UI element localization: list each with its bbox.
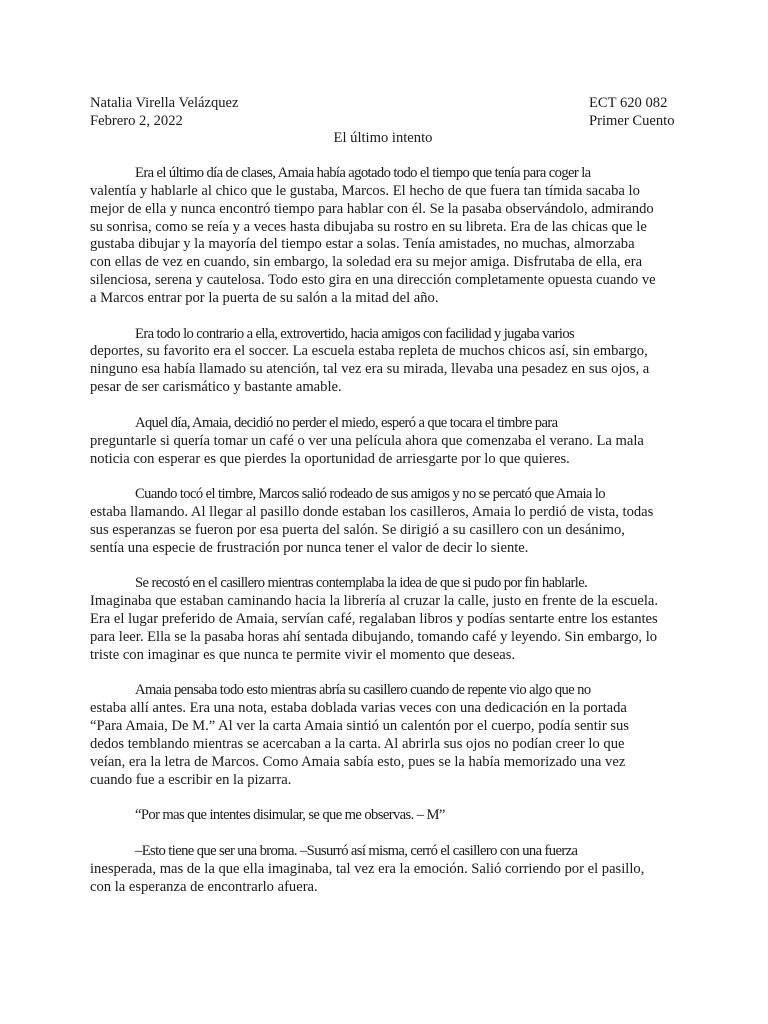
header-row-1 [90,94,676,112]
paragraph [90,575,677,664]
text-line: noticia con esperar es que pierdes la oportunidad de arriesgarte por lo que quieres. [90,450,570,467]
text-line: Se recostó en el casillero mientras contemplaba la idea de que si pudo por fin hablarle. [135,575,588,592]
text-line: valentía y hablarle al chico que le gustaba, Marcos. El hecho de que fuera tan tímida sacaba lo [90,182,640,199]
text-line: cuando fue a escribir en la pizarra. [90,771,292,788]
text-line: “Para Amaia, De M.” Al ver la carta Amaia sintió un calentón por el cuerpo, podía sentir sus [90,718,629,735]
paragraph [90,415,677,469]
text-line: “Por mas que intentes disimular, se que me observas. – M” [135,807,445,824]
text-line: dedos temblando mientras se acercaban a la carta. Al abrirla sus ojos no podían creer lo que [90,736,625,752]
text-line: a Marcos entrar por la puerta de su salón a la mitad del año. [90,289,439,306]
story-body [90,165,677,914]
text-line: su sonrisa, como se reía y a veces hasta dibujaba su rostro en su libreta. Era de las chicas que le [90,218,647,235]
text-line: pesar de ser carismático y bastante amable. [90,379,342,396]
author-name: Natalia Virella Velázquez [90,95,239,111]
text-line: gustaba dibujar y la mayoría del tiempo estar a solas. Tenía amistades, no muchas, almorzaba [90,236,635,253]
text-line: Era el lugar preferido de Amaia, servían café, regalaban libros y podías sentarte entre los estantes [90,611,658,628]
text-line: triste con imaginar es que nunca te permite vivir el momento que deseas. [90,646,516,663]
paragraph [90,326,677,397]
course-code: ECT 620 082 [589,95,668,111]
paragraph [90,165,677,308]
text-line: con la esperanza de encontrarlo afuera. [90,878,318,895]
paragraph [90,486,677,557]
header-row-2 [90,112,676,130]
text-line: silenciosa, serena y cautelosa. Todo esto gira en una dirección completamente opuesta cuando ve [90,272,656,289]
text-line: deportes, su favorito era el soccer. La escuela estaba repleta de muchos chicos así, sin embargo, [90,343,648,360]
text-line: Era el último día de clases, Amaia había agotado todo el tiempo que tenía para coger la [135,165,591,181]
story-title: El último intento [333,130,433,146]
text-line: mejor de ella y nunca encontró tiempo para hablar con él. Se la pasaba observándolo, admirando [90,200,654,217]
text-line: veían, era la letra de Marcos. Como Amaia sabía esto, pues se la había memorizado una vez [90,753,626,770]
text-line: estaba llamando. Al llegar al pasillo donde estaban los casilleros, Amaia lo perdió de vista, todas [90,504,654,521]
paragraph-quote [90,807,677,825]
text-line: ninguno esa había llamado su atención, tal vez era su mirada, llevaba una pesadez en sus ojos, a [90,361,650,378]
assignment-name: Primer Cuento [589,113,675,129]
text-line: estaba allí antes. Era una nota, estaba doblada varias veces con una dedicación en la portada [90,700,627,717]
text-line: Era todo lo contrario a ella, extrovertido, hacia amigos con facilidad y jugaba varios [135,325,575,342]
text-line: preguntarle si quería tomar un café o ver una película ahora que comenzaba el verano. La mala [90,432,644,449]
text-line: –Esto tiene que ser una broma. –Susurró así misma, cerró el casillero con una fuerza [135,843,578,860]
document-date: Febrero 2, 2022 [90,113,183,129]
text-line: con ellas de vez en cuando, sin embargo, la soledad era su mejor amiga. Disfrutaba de ella, era [90,254,643,271]
text-line: Cuando tocó el timbre, Marcos salió rodeado de sus amigos y no se percató que Amaia lo [135,486,605,503]
text-line: sus esperanzas se fueron por esa puerta del salón. Se dirigió a su casillero con un desánimo, [90,521,625,538]
paragraph [90,682,677,789]
text-line: para leer. Ella se la pasaba horas ahí sentada dibujando, tomando café y leyendo. Sin embargo, lo [90,628,658,645]
paragraph [90,843,677,897]
text-line: inesperada, mas de la que ella imaginaba, tal vez era la emoción. Salió corriendo por el pasillo, [90,860,645,877]
text-line: Aquel día, Amaia, decidió no perder el miedo, esperó a que tocara el timbre para [135,414,558,431]
text-line: sentía una especie de frustración por nunca tener el valor de decir lo siente. [90,539,529,556]
text-line: Amaia pensaba todo esto mientras abría su casillero cuando de repente vio algo que no [135,682,591,699]
text-line: Imaginaba que estaban caminando hacia la librería al cruzar la calle, justo en frente de la escuela. [90,593,659,610]
